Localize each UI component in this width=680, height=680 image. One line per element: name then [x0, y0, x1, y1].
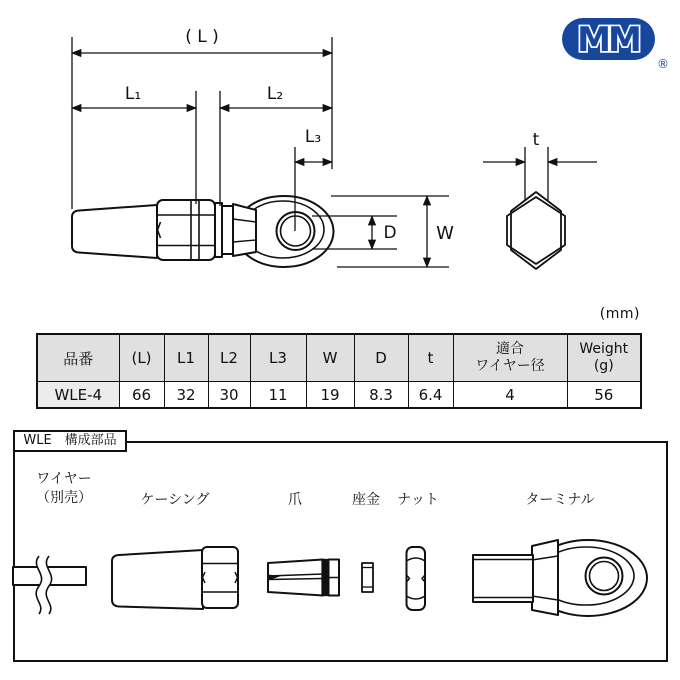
- assembled-part-side-view: [72, 196, 334, 267]
- hex-nut-outline: [157, 200, 215, 260]
- section-hex-front: [511, 192, 561, 269]
- component-parts-title: WLE 構成部品: [13, 430, 127, 452]
- casing-label: ケーシング: [140, 492, 210, 508]
- label-dim-L2: L₂: [266, 84, 284, 104]
- header-weight: [567, 334, 641, 382]
- label-dim-t: t: [532, 130, 540, 150]
- header-l2: L2: [208, 334, 250, 382]
- header-t: t: [408, 334, 453, 382]
- mm-logo-text: MM: [577, 20, 639, 60]
- value-t: 6.4: [408, 382, 453, 409]
- component-parts-drawings: [0, 430, 680, 680]
- mm-logo: [558, 14, 674, 72]
- value-wire-diameter: 4: [453, 382, 567, 409]
- nut-drawing: [407, 547, 426, 610]
- claw-drawing: [268, 560, 339, 596]
- header-weight-line2: (g): [593, 358, 614, 374]
- wire-label-line1: ワイヤー: [36, 471, 92, 487]
- value-l2: 30: [208, 382, 250, 409]
- header-w: W: [306, 334, 354, 382]
- cross-section-view: [483, 147, 597, 269]
- label-dim-W: W: [436, 223, 454, 244]
- value-part-no: WLE-4: [37, 382, 119, 409]
- collar-outline: [215, 203, 222, 257]
- spec-table-header-row: [37, 334, 641, 382]
- casing-drawing: [112, 547, 238, 609]
- claw-label: 爪: [288, 492, 302, 508]
- washer-drawing: [362, 563, 373, 592]
- header-weight-line1: Weight: [579, 340, 629, 357]
- collar2-outline: [222, 206, 233, 254]
- terminal-drawing: [473, 540, 647, 616]
- header-length: (L): [119, 334, 164, 382]
- label-dim-L3: L₃: [304, 127, 322, 147]
- wire-label: [16, 470, 112, 508]
- header-wire-line1: 適合: [496, 340, 524, 357]
- spec-table-data-row: [37, 382, 641, 409]
- header-wire-line2: ワイヤー径: [475, 358, 545, 374]
- eye-neck-outline: [233, 204, 256, 256]
- unit-label: (mm): [599, 306, 640, 322]
- washer-label: 座金: [352, 492, 380, 508]
- header-l1: L1: [164, 334, 208, 382]
- value-l3: 11: [250, 382, 306, 409]
- nut-label: ナット: [397, 492, 439, 508]
- label-dim-L1: L₁: [124, 84, 142, 104]
- header-l3: L3: [250, 334, 306, 382]
- header-d: D: [354, 334, 408, 382]
- wire-label-line2: （別売）: [36, 490, 92, 506]
- casing-outline: [72, 205, 157, 258]
- spec-table: [36, 333, 642, 409]
- value-w: 19: [306, 382, 354, 409]
- wire-drawing: [13, 556, 86, 614]
- header-part-no: 品番: [37, 334, 119, 382]
- label-dim-D: D: [383, 223, 397, 243]
- header-wire-diameter: [453, 334, 567, 382]
- value-weight: 56: [567, 382, 641, 409]
- label-dim-L: ( L ): [185, 27, 219, 47]
- value-d: 8.3: [354, 382, 408, 409]
- terminal-label: ターミナル: [525, 492, 595, 508]
- value-length: 66: [119, 382, 164, 409]
- registered-trademark-mark: ®: [657, 57, 669, 71]
- value-l1: 32: [164, 382, 208, 409]
